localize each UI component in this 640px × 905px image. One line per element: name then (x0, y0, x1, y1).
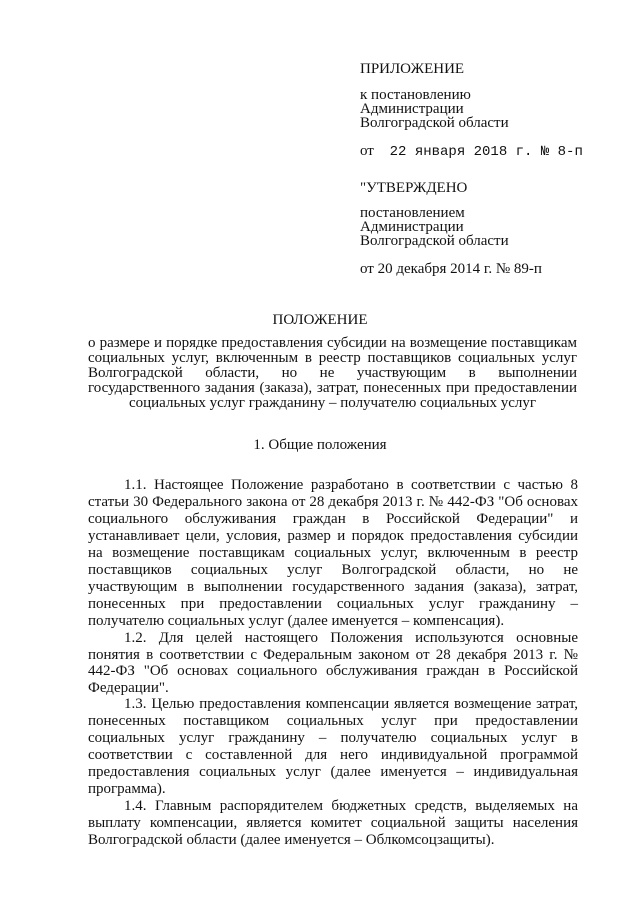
appendix-date-prefix: от (360, 143, 374, 159)
appendix-region: Волгоградской области (360, 115, 509, 131)
document-subtitle: о размере и порядке предоставления субсидии на возмещение поставщикам социальных услуг, включенным в реестр поставщиков социальных услуг Волгоградской области, но не участвующим в выполнении государственного задания (заказа), затрат, понесенных при предоставлении социальных услуг гражданину – получателю социальных услуг (88, 335, 577, 411)
paragraph-1-2: 1.2. Для целей настоящего Положения используются основные понятия в соответствии с Федеральным законом от 28 декабря 2013 г. № 442-ФЗ "Об основах социального обслуживания граждан в Российской Федерации". (88, 630, 578, 696)
approved-admin: Администрации (360, 219, 464, 235)
paragraph-1-3: 1.3. Целью предоставления компенсации является возмещение затрат, понесенных поставщиком социальных услуг при предоставлении социальных услуг гражданину – получателю социальных услуг в соответствии с составленной для него индивидуальной программой предоставления социальных услуг (далее именуется – индивидуальная программа). (88, 696, 578, 797)
section-body (88, 477, 578, 849)
paragraph-1-1: 1.1. Настоящее Положение разработано в соответствии с частью 8 статьи 30 Федерального закона от 28 декабря 2013 г. № 442-ФЗ "Об основах социального обслуживания граждан в Российской Федерации" и устанавливает цели, условия, размер и порядок предоставления субсидии на возмещение поставщикам социальных услуг, включенным в реестр поставщиков социальных услуг Волгоградской области, но не участвующим в выполнении государственного задания (заказа), затрат, понесенных при предоставлении социальных услуг гражданину – получателю социальных услуг (далее именуется – компенсация). (88, 477, 578, 629)
section-title: 1. Общие положения (253, 437, 387, 453)
appendix-admin: Администрации (360, 101, 464, 117)
appendix-to-line: к постановлению (360, 87, 471, 103)
appendix-title: ПРИЛОЖЕНИЕ (360, 61, 465, 77)
paragraph-1-4: 1.4. Главным распорядителем бюджетных средств, выделяемых на выплату компенсации, является комитет социальной защиты населения Волгоградской области (далее именуется – Облкомсоцзащиты). (88, 798, 578, 848)
appendix-date-value: 22 января 2018 г. № 8-п (389, 144, 583, 160)
appendix-date-line (360, 144, 583, 160)
approved-region: Волгоградской области (360, 233, 509, 249)
approved-by: постановлением (360, 205, 465, 221)
approved-title: "УТВЕРЖДЕНО (360, 180, 468, 196)
document-title: ПОЛОЖЕНИЕ (272, 312, 368, 328)
approved-date: от 20 декабря 2014 г. № 89-п (360, 261, 542, 277)
